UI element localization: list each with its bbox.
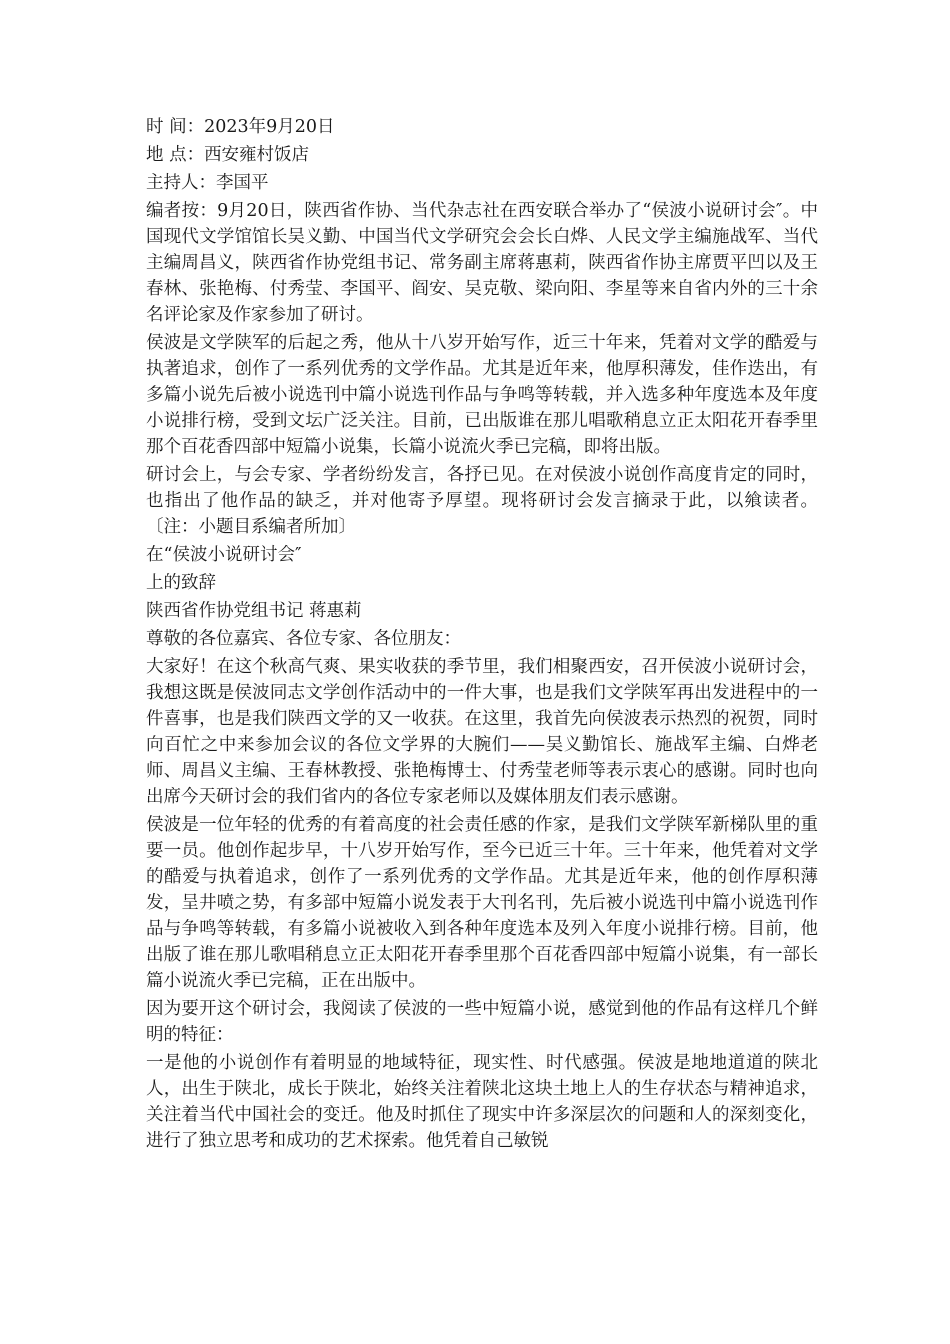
meeting-host: 主持人：李国平	[146, 173, 269, 193]
speech-title-line-1: 在“侯波小说研讨会″	[146, 545, 302, 565]
author-intro: 侯波是文学陕军的后起之秀，他从十八岁开始写作，近三十年来，凭着对文学的酷爱与执著追求，创作了一系列优秀的文学作品。尤其是近年来，他厚积薄发，佳作迭出，有多篇小说先后被小说选刊中篇小说选刊作品与争鸣等转载，并入选多种年度选本及年度小说排行榜，受到文坛广泛关注。目前，已出版谁在那儿唱歌稍息立正太阳花开春季里那个百花香四部中短篇小说集，长篇小说流火季已完稿，即将出版。	[146, 333, 818, 457]
seminar-summary: 研讨会上，与会专家、学者纷纷发言，各抒已见。在对侯波小说创作高度肯定的同时，也指出了他作品的缺乏，并对他寄予厚望。现将研讨会发言摘录于此，以飨读者。〔注：小题目系编者所加〕	[146, 465, 818, 537]
document-page	[146, 114, 818, 1156]
editor-note: 编者按：9月20日，陕西省作协、当代杂志社在西安联合举办了“侯波小说研讨会″。中国现代文学馆馆长吴义勤、中国当代文学研究会会长白烨、人民文学主编施战军、当代主编周昌义，陕西省作协党组书记、常务副主席蒋惠莉，陕西省作协主席贾平凹以及王春林、张艳梅、付秀莹、李国平、阎安、吴克敬、梁向阳、李星等来自省内外的三十余名评论家及作家参加了研讨。	[146, 201, 818, 325]
speech-speaker: 陕西省作协党组书记 蒋惠莉	[146, 601, 362, 621]
meeting-place: 地 点：西安雍村饭店	[146, 145, 310, 165]
speech-paragraph: 因为要开这个研讨会，我阅读了侯波的一些中短篇小说，感觉到他的作品有这样几个鲜明的特征：	[146, 999, 818, 1045]
speech-paragraph: 一是他的小说创作有着明显的地域特征，现实性、时代感强。侯波是地地道道的陕北人，出生于陕北，成长于陕北，始终关注着陕北这块土地上人的生存状态与精神追求，关注着当代中国社会的变迁。他及时抓住了现实中许多深层次的问题和人的深刻变化，进行了独立思考和成功的艺术探索。他凭着自己敏锐	[146, 1053, 818, 1151]
speech-greeting: 尊敬的各位嘉宾、各位专家、各位朋友：	[146, 629, 461, 649]
speech-paragraph: 侯波是一位年轻的优秀的有着高度的社会责任感的作家，是我们文学陕军新梯队里的重要一员。他创作起步早，十八岁开始写作，至今已近三十年。三十年来，他凭着对文学的酷爱与执着追求，创作了一系列优秀的文学作品。尤其是近年来，他的创作厚积薄发，呈井喷之势，有多部中短篇小说发表于大刊名刊，先后被小说选刊中篇小说选刊作品与争鸣等转载，有多篇小说被收入到各种年度选本及列入年度小说排行榜。目前，他出版了谁在那儿歌唱稍息立正太阳花开春季里那个百花香四部中短篇小说集，有一部长篇小说流火季已完稿，正在出版中。	[146, 815, 818, 991]
speech-paragraph: 大家好！在这个秋高气爽、果实收获的季节里，我们相聚西安，召开侯波小说研讨会，我想这既是侯波同志文学创作活动中的一件大事，也是我们文学陕军再出发进程中的一件喜事，也是我们陕西文学的又一收获。在这里，我首先向侯波表示热烈的祝贺，同时向百忙之中来参加会议的各位文学界的大腕们——吴义勤馆长、施战军主编、白烨老师、周昌义主编、王春林教授、张艳梅博士、付秀莹老师等表示衷心的感谢。同时也向出席今天研讨会的我们省内的各位专家老师以及媒体朋友们表示感谢。	[146, 657, 818, 807]
meeting-time: 时 间：2023年9月20日	[146, 117, 335, 137]
speech-title-line-2: 上的致辞	[146, 573, 216, 593]
